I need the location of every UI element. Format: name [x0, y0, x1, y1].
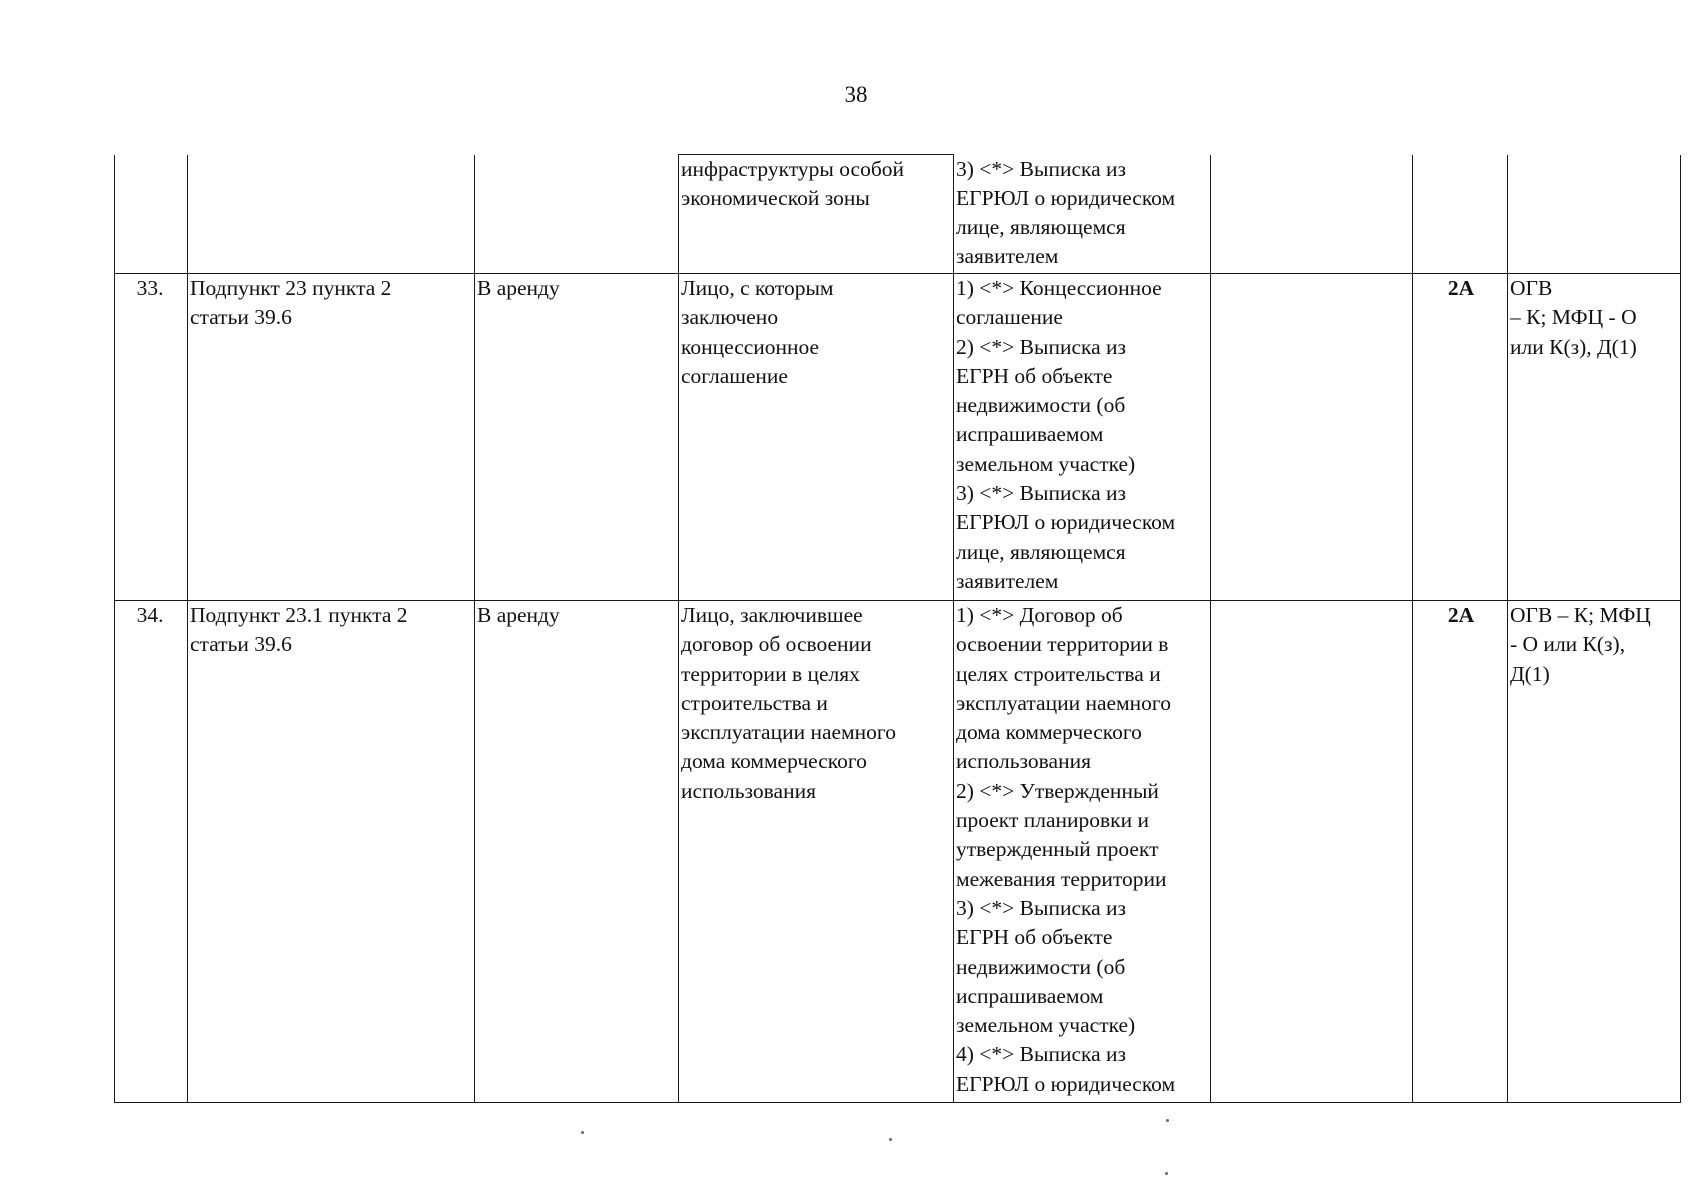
cell-line: использования	[956, 749, 1091, 774]
cell-line: использования	[681, 778, 816, 803]
cell-line: Лицо, заключившее	[681, 603, 863, 627]
table-row	[115, 274, 1681, 601]
cell-line: или К(з), Д(1)	[1510, 334, 1637, 359]
cell-line: – К; МФЦ - О	[1510, 305, 1637, 330]
cell-line: 2) <*> Утвержденный	[956, 778, 1159, 803]
cell-line: 3) <*> Выписка из	[956, 156, 1127, 181]
applicant-cell	[679, 601, 954, 1103]
cell-line: экономической зоны	[681, 186, 870, 211]
provision-form-cell	[475, 155, 679, 274]
cell-line: 4) <*> Выписка из	[956, 1042, 1127, 1067]
cell-line: договор об освоении	[681, 632, 872, 657]
cell-line: соглашение	[956, 305, 1063, 330]
cell-line: заявителем	[956, 244, 1059, 269]
cell-line: эксплуатации наемного	[956, 690, 1171, 715]
documents-cell	[954, 274, 1211, 601]
cell-line: ЕГРЮЛ о юридическом	[956, 1071, 1176, 1096]
cell-line: земельном участке)	[956, 1013, 1136, 1038]
cell-line: дома коммерческого	[956, 720, 1142, 745]
cell-line: испрашиваемом	[956, 422, 1104, 447]
legal-basis-cell	[188, 601, 475, 1103]
legal-basis-cell	[188, 274, 475, 601]
cell-line: 3) <*> Выписка из	[956, 895, 1127, 920]
applicant-cell	[679, 274, 954, 601]
cell-line: Д(1)	[1510, 661, 1550, 686]
service-cell	[1508, 155, 1681, 274]
extra-cell	[1211, 274, 1413, 601]
cell-line: Подпункт 23.1 пункта 2	[190, 603, 408, 627]
cell-line: освоении территории в	[956, 632, 1169, 657]
code-cell: 2А	[1413, 274, 1508, 601]
scan-speck	[889, 1138, 892, 1141]
legal-basis-cell	[188, 155, 475, 274]
table-row	[115, 601, 1681, 1103]
cell-line: соглашение	[681, 363, 788, 388]
applicant-cell	[679, 155, 954, 274]
cell-line: земельном участке)	[956, 451, 1136, 476]
cell-line: испрашиваемом	[956, 983, 1104, 1008]
cell-line: 1) <*> Концессионное	[956, 276, 1162, 300]
cell-line: лице, являющемся	[956, 539, 1126, 564]
cell-line: концессионное	[681, 334, 820, 359]
cell-line: лице, являющемся	[956, 215, 1126, 240]
cell-line: 3) <*> Выписка из	[956, 481, 1127, 506]
cell-line: межевания территории	[956, 866, 1167, 891]
cell-line: инфраструктуры особой	[681, 157, 905, 181]
cell-line: ОГВ	[1510, 276, 1553, 300]
cell-line: ЕГРЮЛ о юридическом	[956, 185, 1176, 210]
scan-speck	[1166, 1119, 1169, 1122]
extra-cell	[1211, 155, 1413, 274]
code-cell	[1413, 155, 1508, 274]
provision-form-cell: В аренду	[475, 601, 679, 1103]
documents-cell	[954, 601, 1211, 1103]
cell-line: недвижимости (об	[956, 954, 1126, 979]
cell-line: ЕГРН об объекте	[956, 363, 1113, 388]
cell-line: эксплуатации наемного	[681, 720, 896, 745]
cell-line: утвержденный проект	[956, 837, 1159, 862]
cell-line: строительства и	[681, 690, 828, 715]
documents-cell	[954, 155, 1211, 274]
cell-line: - О или К(з),	[1510, 632, 1626, 657]
service-cell	[1508, 601, 1681, 1103]
row-number-cell: 33.	[115, 274, 188, 601]
cell-line: Подпункт 23 пункта 2	[190, 276, 392, 300]
provision-form-cell: В аренду	[475, 274, 679, 601]
cell-line: заключено	[681, 305, 779, 330]
cell-line: ОГВ – К; МФЦ	[1510, 603, 1651, 627]
document-table	[114, 154, 1681, 1103]
row-number-cell	[115, 155, 188, 274]
row-number-cell: 34.	[115, 601, 188, 1103]
cell-line: недвижимости (об	[956, 393, 1126, 418]
service-cell	[1508, 274, 1681, 601]
cell-line: статьи 39.6	[190, 632, 292, 657]
cell-line: 1) <*> Договор об	[956, 603, 1123, 627]
cell-line: 2) <*> Выписка из	[956, 334, 1127, 359]
table-row	[115, 155, 1681, 274]
cell-line: заявителем	[956, 568, 1059, 593]
cell-line: целях строительства и	[956, 661, 1161, 686]
cell-line: статьи 39.6	[190, 305, 292, 330]
cell-line: проект планировки и	[956, 808, 1150, 833]
page-number: 38	[844, 82, 868, 107]
cell-line: дома коммерческого	[681, 749, 867, 774]
cell-line: территории в целях	[681, 661, 860, 686]
code-cell: 2А	[1413, 601, 1508, 1103]
cell-line: Лицо, с которым	[681, 276, 834, 300]
scan-speck	[581, 1131, 584, 1134]
scan-speck	[1165, 1172, 1168, 1175]
cell-line: ЕГРЮЛ о юридическом	[956, 510, 1176, 535]
cell-line: ЕГРН об объекте	[956, 925, 1113, 950]
extra-cell	[1211, 601, 1413, 1103]
